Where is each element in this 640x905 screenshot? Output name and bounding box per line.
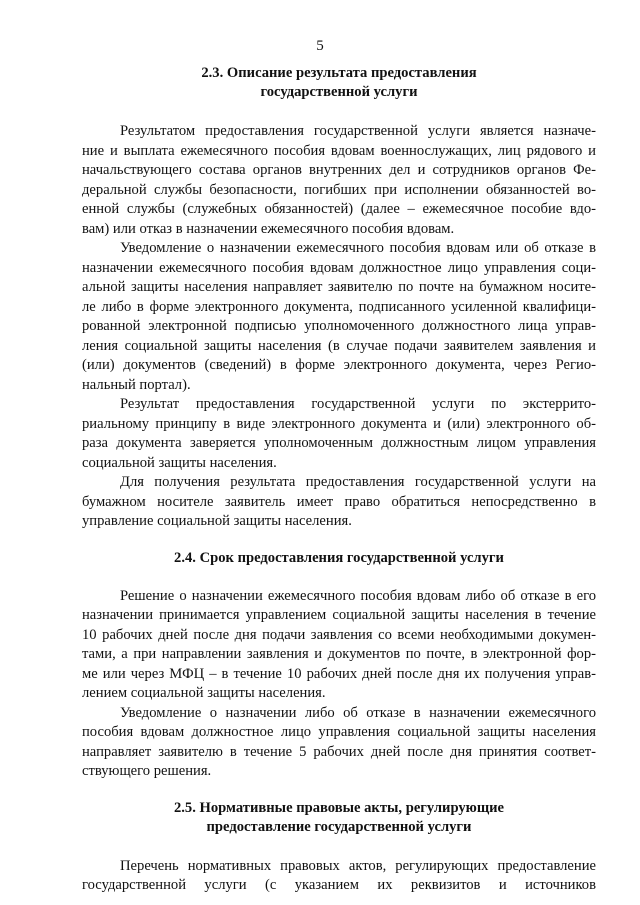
text-line: ле либо в форме электронного документа, подписанного усиленной квалифици-	[82, 298, 596, 315]
text-line: ствующего решения.	[82, 763, 212, 779]
text-line: государственной услуги (с указанием их реквизитов и источников	[82, 877, 596, 893]
section-2-4	[82, 549, 596, 782]
text-line: Результатом предоставления государственной услуги является назначе-	[120, 123, 596, 139]
text-line: деральной службы безопасности, погибших при исполнении обязанностей во-	[82, 181, 596, 198]
document-body	[82, 62, 596, 896]
paragraph	[82, 395, 596, 473]
text-line: ние и выплата ежемесячного пособия вдовам военнослужащих, лиц рядового и	[82, 142, 596, 159]
text-line: альной защиты населения направляет заявителю по почте на бумажном носите-	[82, 279, 596, 295]
text-line: управление социальной защиты населения.	[82, 513, 352, 529]
text-line: Уведомление о назначении ежемесячного пособия вдовам или об отказе в	[120, 240, 596, 256]
text-line: 10 рабочих дней после дня подачи заявления со всеми необходимыми докумен-	[82, 626, 596, 643]
paragraph	[82, 857, 596, 896]
text-line: Для получения результата предоставления государственной услуги на	[120, 474, 596, 490]
text-line: нальный портал).	[82, 376, 191, 393]
text-line: направляет заявителю в течение 5 рабочих дней после дня принятия соответ-	[82, 743, 596, 760]
paragraph	[82, 473, 596, 532]
section-heading	[82, 549, 596, 568]
text-line: Уведомление о назначении либо об отказе в назначении ежемесячного	[120, 704, 596, 721]
section-heading	[82, 64, 596, 102]
text-line: ме или через МФЦ – в течение 10 рабочих дней после дня их получения управ-	[82, 665, 596, 682]
paragraph	[82, 587, 596, 704]
text-line: тами, а при направлении заявления и документов по почте, в электронной фор-	[82, 646, 596, 662]
text-line: Решение о назначении ежемесячного пособия вдовам либо об отказе в его	[120, 587, 596, 604]
text-line: лением социальной защиты населения.	[82, 685, 326, 701]
text-line: социальной защиты населения.	[82, 454, 277, 471]
heading-line: 2.5. Нормативные правовые акты, регулирующие	[173, 799, 505, 816]
text-line: риальному принципу в виде электронного документа и (или) электронного об-	[82, 415, 596, 432]
text-line: назначении принимается управлением социальной защиты населения в течение	[82, 607, 596, 623]
text-line: (или) документов (сведений) в форме электронного документа, через Регио-	[82, 357, 596, 373]
section-2-5	[82, 799, 596, 896]
text-line: раза документа заверяется уполномоченным должностным лицом управления	[82, 435, 596, 451]
heading-line: государственной услуги	[260, 84, 418, 100]
paragraph	[82, 704, 596, 782]
text-line: начальствующего состава органов внутренних дел и сотрудников органов Фе-	[82, 162, 596, 178]
text-line: назначении ежемесячного пособия вдовам должностное лицо управления соци-	[82, 259, 596, 276]
text-line: пособия вдовам должностное лицо управления социальной защиты населения	[82, 724, 596, 740]
heading-line: предоставление государственной услуги	[206, 818, 472, 835]
page-number: 5	[316, 38, 324, 54]
text-line: Результат предоставления государственной услуги по экстеррито-	[120, 396, 596, 412]
text-line: вам) или отказ в назначении ежемесячного пособия вдовам.	[82, 220, 455, 237]
text-line: бумажном носителе заявитель имеет право обратиться непосредственно в	[82, 493, 596, 510]
heading-line: 2.4. Срок предоставления государственной услуги	[174, 549, 504, 566]
section-heading	[82, 799, 596, 837]
paragraph	[82, 122, 596, 239]
paragraph	[82, 239, 596, 395]
text-line: енной службы (служебных обязанностей) (далее – ежемесячное пособие вдо-	[82, 201, 596, 217]
text-line: рованной электронной подписью уполномоченного должностного лица управ-	[82, 318, 596, 334]
text-line: ления социальной защиты населения (в случае подачи заявителем заявления и	[82, 337, 596, 354]
text-line: Перечень нормативных правовых актов, регулирующих предоставление	[120, 857, 596, 874]
section-2-3	[82, 64, 596, 532]
heading-line: 2.3. Описание результата предоставления	[201, 65, 477, 81]
